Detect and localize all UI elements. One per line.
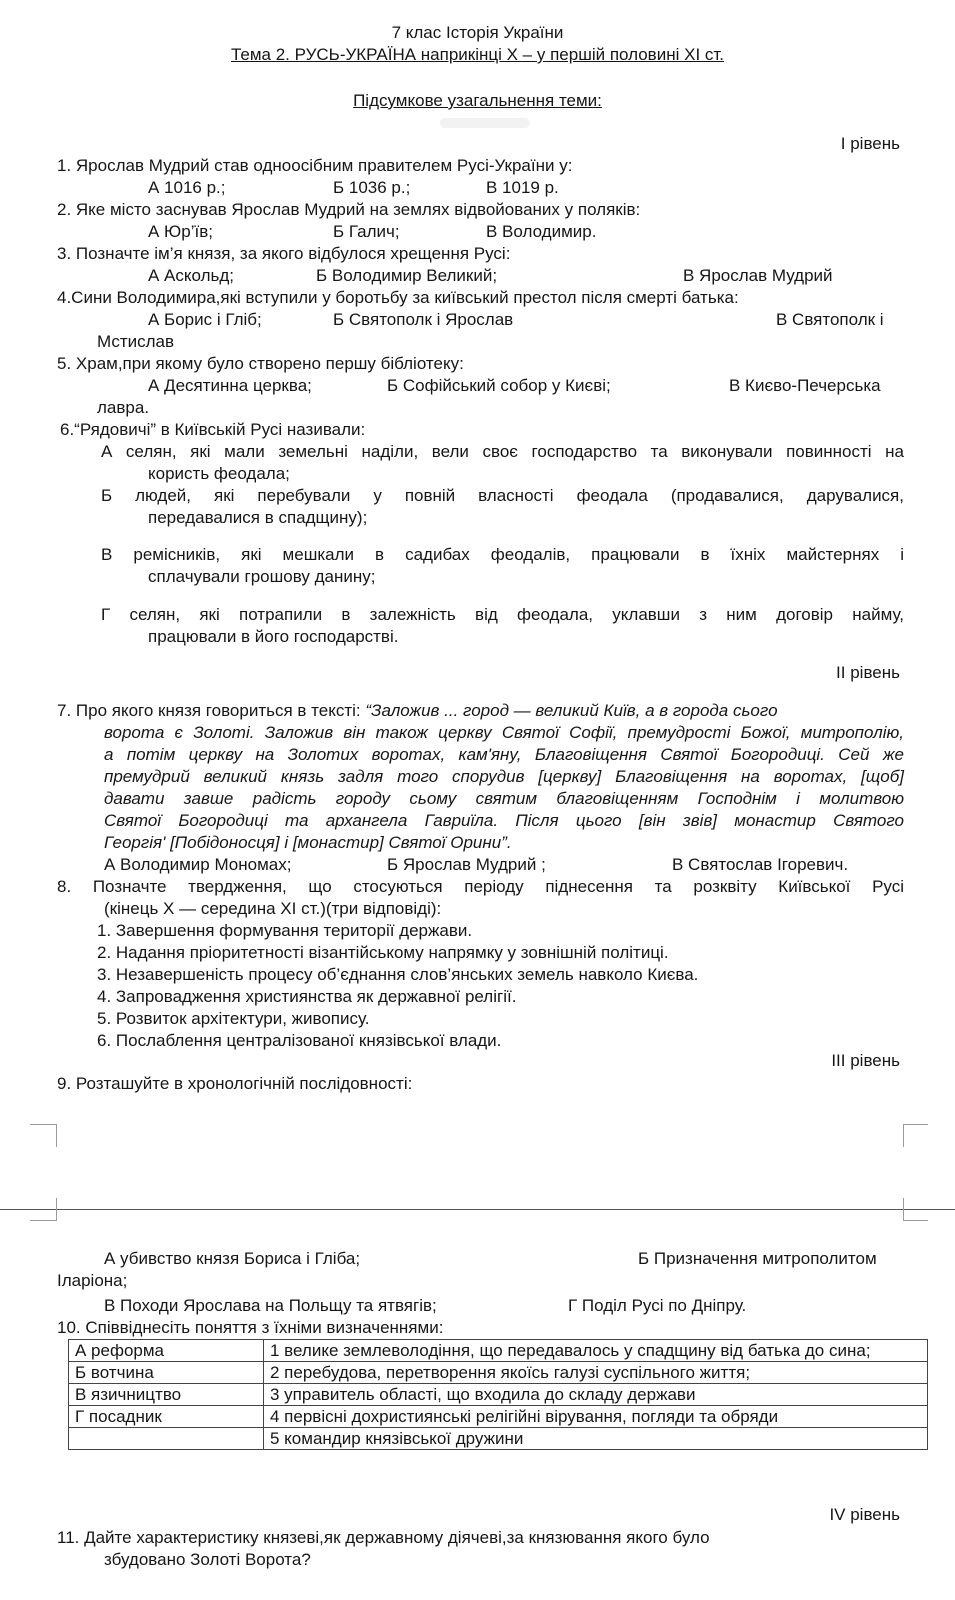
- question-8-item-5: 5. Розвиток архітектури, живопису.: [97, 1009, 370, 1028]
- question-8-item-1: 1. Завершення формування території держави.: [97, 921, 473, 940]
- question-6-option-a: А селян, які мали земельні наділи, вели своє господарство та виконували повинності на: [101, 442, 904, 461]
- question-11-text: 11. Дайте характеристику князеві,як державному діячеві,за князювання якого було: [57, 1528, 710, 1547]
- question-7-option-c: В Святослав Ігоревич.: [672, 855, 849, 874]
- page-header-topic: Тема 2. РУСЬ-УКРАЇНА наприкінці Х – у першій половині ХІ ст.: [230, 45, 725, 64]
- question-3-option-b: Б Володимир Великий;: [316, 266, 498, 285]
- term-cell: Г посадник: [69, 1406, 264, 1428]
- question-8-item-6: 6. Послаблення централізованої князівської влади.: [97, 1031, 502, 1050]
- question-6-option-d: Г селян, які потрапили в залежність від феодала, уклавши з ним договір найму,: [101, 605, 904, 624]
- question-3-option-c: В Ярослав Мудрий: [683, 266, 833, 285]
- page-corner-mark: [903, 1198, 928, 1221]
- definition-cell: 1 велике землеволодіння, що передавалось у спадщину від батька до сина;: [264, 1340, 928, 1362]
- definition-cell: 2 перебудова, перетворення якоїсь галузі суспільного життя;: [264, 1362, 928, 1384]
- question-4-option-a: А Борис і Гліб;: [148, 310, 262, 329]
- question-4-option-c-cont: Мстислав: [97, 332, 175, 351]
- level-2-label: ІІ рівень: [836, 663, 900, 682]
- level-4-label: ІV рівень: [829, 1505, 900, 1524]
- question-6-option-b-cont: передавалися в спадщину);: [148, 508, 368, 527]
- question-1-option-a: А 1016 р.;: [148, 178, 226, 197]
- question-7-quote-line7: Георгія' [Побідоносця] і [монастир] Святої Орини”.: [104, 833, 512, 852]
- question-8-text-cont: (кінець X — середина XI ст.)(три відповіді):: [104, 899, 442, 918]
- question-2-option-a: А Юр’їв;: [148, 222, 213, 241]
- definition-cell: 3 управитель області, що входила до складу держави: [264, 1384, 928, 1406]
- question-2-option-c: В Володимир.: [486, 222, 597, 241]
- question-7-quote-line4: премудрий великий князь задля того спорудив [церкву] Благовіщення на воротах, [щоб]: [104, 767, 904, 786]
- question-6-text: 6.“Рядовичі” в Київській Русі називали:: [60, 420, 366, 439]
- question-1-text: 1. Ярослав Мудрий став одноосібним правителем Русі-України у:: [57, 156, 573, 175]
- question-11-text-cont: збудовано Золоті Ворота?: [104, 1550, 311, 1569]
- table-row: [69, 1340, 928, 1362]
- page-separator: [0, 1209, 955, 1210]
- level-1-label: І рівень: [840, 134, 900, 153]
- question-5-option-c-cont: лавра.: [97, 398, 150, 417]
- question-5-option-b: Б Софійський собор у Києві;: [387, 376, 611, 395]
- matching-table: [68, 1339, 928, 1450]
- page-corner-mark: [30, 1198, 57, 1221]
- question-9-option-d: Г Поділ Русі по Дніпру.: [568, 1296, 747, 1315]
- question-5-text: 5. Храм,при якому було створено першу бібліотеку:: [57, 354, 464, 373]
- question-5-option-c: В Києво-Печерська: [729, 376, 881, 395]
- question-7-option-b: Б Ярослав Мудрий ;: [387, 855, 546, 874]
- question-8-item-4: 4. Запровадження християнства як державної релігії.: [97, 987, 517, 1006]
- term-cell: Б вотчина: [69, 1362, 264, 1384]
- question-6-option-a-cont: користь феодала;: [148, 464, 290, 483]
- term-cell: А реформа: [69, 1340, 264, 1362]
- question-6-option-d-cont: працювали в його господарстві.: [148, 627, 399, 646]
- question-10-text: 10. Співвіднесіть поняття з їхніми визначеннями:: [57, 1318, 444, 1337]
- definition-cell: 5 командир князівської дружини: [264, 1428, 928, 1450]
- question-7-text: [57, 700, 778, 721]
- page-subtitle: Підсумкове узагальнення теми:: [353, 91, 602, 110]
- table-row: [69, 1406, 928, 1428]
- question-7-prefix: 7. Про якого князя говориться в тексті:: [57, 701, 366, 720]
- question-9-option-b: Б Призначення митрополитом: [638, 1249, 877, 1268]
- page-corner-mark: [30, 1124, 57, 1147]
- page-header-line1: 7 клас Історія України: [391, 23, 564, 42]
- question-2-text: 2. Яке місто заснував Ярослав Мудрий на землях відвойованих у поляків:: [57, 200, 641, 219]
- term-cell: В язичництво: [69, 1384, 264, 1406]
- question-6-option-c-cont: сплачували грошову данину;: [148, 567, 376, 586]
- question-9-text: 9. Розташуйте в хронологічній послідовності:: [57, 1074, 413, 1093]
- question-8-item-2: 2. Надання пріоритетності візантійському напрямку у зовнішній політиці.: [97, 943, 669, 962]
- question-1-option-c: В 1019 р.: [486, 178, 559, 197]
- question-8-item-3: 3. Незавершеність процесу об’єднання слов’янських земель навколо Києва.: [97, 965, 699, 984]
- question-9-option-b-cont: Іларіона;: [57, 1271, 128, 1290]
- page-corner-mark: [903, 1124, 928, 1147]
- definition-cell: 4 первісні дохристиянські релігійні вірування, погляди та обряди: [264, 1406, 928, 1428]
- question-8-text: 8. Позначте твердження, що стосуються періоду піднесення та розквіту Київської Русі: [57, 877, 904, 896]
- question-9-option-a: А убивство князя Бориса і Гліба;: [104, 1249, 361, 1268]
- question-7-option-a: А Володимир Мономах;: [104, 855, 292, 874]
- question-1-option-b: Б 1036 р.;: [333, 178, 411, 197]
- question-7-quote-line2: ворота є Золоті. Заложив він також церкву Святої Софії, премудрості Божої, митрополію,: [104, 723, 904, 742]
- question-6-option-c: В ремісників, які мешкали в садибах феодалів, працювали в їхніх майстернях і: [101, 545, 904, 564]
- smudge-mark: [440, 118, 530, 128]
- level-3-label: ІІІ рівень: [831, 1051, 900, 1070]
- question-2-option-b: Б Галич;: [333, 222, 400, 241]
- table-row: [69, 1428, 928, 1450]
- question-4-option-c: В Святополк і: [776, 310, 884, 329]
- question-9-option-c: В Походи Ярослава на Польщу та ятвягів;: [104, 1296, 437, 1315]
- question-7-quote-line1: “Заложив ... город — великий Київ, а в города сього: [365, 701, 778, 720]
- question-3-option-a: А Аскольд;: [148, 266, 235, 285]
- question-5-option-a: А Десятинна церква;: [148, 376, 312, 395]
- term-cell: [69, 1428, 264, 1450]
- question-6-option-b: Б людей, які перебували у повній власності феодала (продавалися, дарувалися,: [101, 486, 904, 505]
- question-7-quote-line5: давати завше радість городу сьому святим благовіщенням Господнім і молитвою: [104, 789, 904, 808]
- table-row: [69, 1362, 928, 1384]
- question-3-text: 3. Позначте ім’я князя, за якого відбулося хрещення Русі:: [57, 244, 511, 263]
- question-7-quote-line6: Святої Богородиці та архангела Гавриїла. Після цього [він звів] монастир Святого: [104, 811, 904, 830]
- question-7-quote-line3: а потім церкву на Золотих воротах, кам'яну, Благовіщення Святої Богородиці. Сей же: [104, 745, 904, 764]
- question-4-option-b: Б Святополк і Ярослав: [333, 310, 514, 329]
- table-row: [69, 1384, 928, 1406]
- question-4-text: 4.Сини Володимира,які вступили у боротьбу за київський престол після смерті батька:: [57, 288, 739, 307]
